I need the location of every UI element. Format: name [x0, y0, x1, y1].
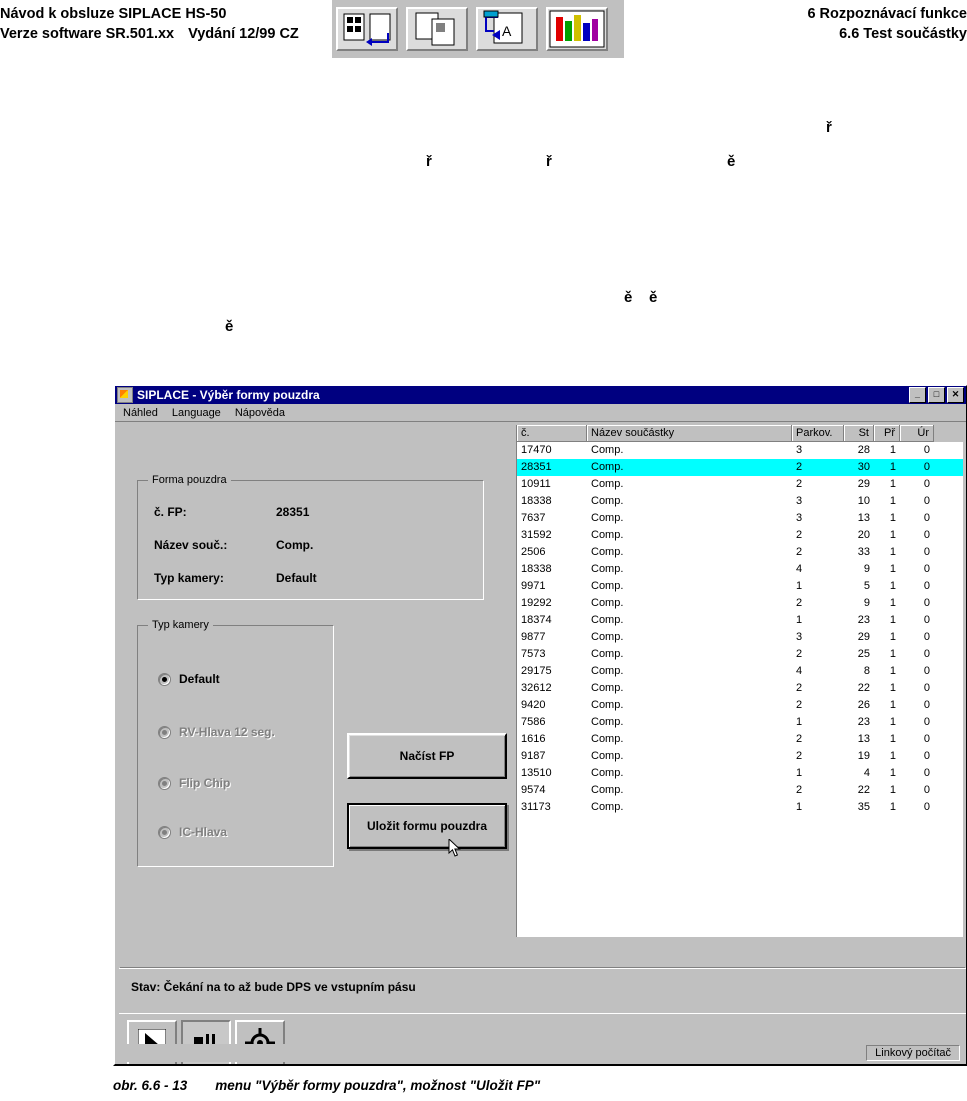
cell-name: Comp.: [591, 512, 624, 524]
cell-pr: 1: [889, 631, 896, 643]
cell-st: 23: [857, 614, 870, 626]
group-kamera-legend: Typ kamery: [148, 619, 213, 631]
cell-pr: 1: [889, 461, 896, 473]
col-header-st[interactable]: St: [844, 425, 874, 442]
figure-caption-text: menu "Výběr formy pouzdra", možnost "Uložit FP": [215, 1078, 541, 1093]
table-row[interactable]: [517, 459, 963, 476]
window-titlebar[interactable]: [115, 386, 966, 404]
radio-label-default: Default: [179, 672, 220, 686]
cell-parking: 4: [796, 563, 803, 575]
load-fp-button[interactable]: Načíst FP: [347, 733, 507, 779]
cell-st: 9: [863, 563, 870, 575]
cell-name: Comp.: [591, 614, 624, 626]
field-value-typ-kamery: Default: [276, 571, 317, 585]
cell-st: 23: [857, 716, 870, 728]
cell-st: 22: [857, 784, 870, 796]
radio-flip-chip[interactable]: [158, 776, 230, 790]
table-row[interactable]: [517, 748, 963, 765]
radio-default[interactable]: [158, 672, 220, 686]
cell-parking: 3: [796, 631, 803, 643]
mouse-cursor-icon: [448, 839, 462, 857]
close-button[interactable]: ✕: [947, 387, 964, 403]
cell-number: 7573: [521, 648, 546, 660]
cell-ur: 0: [923, 563, 930, 575]
cell-name: Comp.: [591, 563, 624, 575]
window-statusbar: [117, 1044, 964, 1062]
cell-pr: 1: [889, 750, 896, 762]
cell-st: 30: [857, 461, 870, 473]
cell-number: 31173: [521, 801, 551, 813]
header-edition: Vydání 12/99 CZ: [188, 26, 299, 42]
cell-ur: 0: [923, 767, 930, 779]
stray-mark: ě: [649, 289, 658, 306]
cell-st: 26: [857, 699, 870, 711]
table-row[interactable]: [517, 765, 963, 782]
cell-ur: 0: [923, 733, 930, 745]
header-right: [807, 4, 967, 44]
cell-name: Comp.: [591, 648, 624, 660]
cell-st: 33: [857, 546, 870, 558]
stray-mark: ř: [546, 153, 552, 170]
cell-number: 9574: [521, 784, 546, 796]
cell-number: 29175: [521, 665, 552, 677]
header-left-line2: [0, 24, 299, 44]
cell-st: 9: [863, 597, 870, 609]
header-right-line2: 6.6 Test součástky: [839, 26, 967, 42]
cell-pr: 1: [889, 767, 896, 779]
cell-parking: 3: [796, 495, 803, 507]
cell-name: Comp.: [591, 495, 624, 507]
cell-ur: 0: [923, 495, 930, 507]
cell-st: 29: [857, 631, 870, 643]
cell-pr: 1: [889, 580, 896, 592]
maximize-button[interactable]: □: [928, 387, 945, 403]
cell-parking: 1: [796, 767, 803, 779]
cell-pr: 1: [889, 801, 896, 813]
cell-ur: 0: [923, 529, 930, 541]
cell-ur: 0: [923, 478, 930, 490]
cell-pr: 1: [889, 699, 896, 711]
table-row[interactable]: [517, 442, 963, 459]
table-row[interactable]: [517, 799, 963, 816]
cell-parking: 2: [796, 750, 803, 762]
cell-ur: 0: [923, 631, 930, 643]
cell-st: 20: [857, 529, 870, 541]
cell-number: 9877: [521, 631, 546, 643]
cell-parking: 2: [796, 733, 803, 745]
col-header-name[interactable]: Název součástky: [587, 425, 792, 442]
cell-number: 2506: [521, 546, 546, 558]
cell-parking: 2: [796, 461, 803, 473]
cell-pr: 1: [889, 478, 896, 490]
field-label-cfp: č. FP:: [154, 505, 187, 519]
cell-number: 17470: [521, 444, 552, 456]
cell-pr: 1: [889, 495, 896, 507]
color-bars-icon[interactable]: [546, 7, 608, 51]
cell-ur: 0: [923, 512, 930, 524]
app-icon: [117, 387, 133, 403]
page-header: [0, 0, 967, 70]
table-row[interactable]: [517, 731, 963, 748]
cell-pr: 1: [889, 716, 896, 728]
cell-name: Comp.: [591, 665, 624, 677]
cell-name: Comp.: [591, 767, 624, 779]
cell-name: Comp.: [591, 733, 624, 745]
cell-ur: 0: [923, 580, 930, 592]
table-row[interactable]: [517, 595, 963, 612]
cell-pr: 1: [889, 563, 896, 575]
cell-parking: 2: [796, 682, 803, 694]
radio-rv-hlava[interactable]: [158, 725, 275, 739]
menu-item-language[interactable]: Language: [171, 406, 221, 419]
cell-pr: 1: [889, 682, 896, 694]
field-value-cfp: 28351: [276, 505, 310, 519]
table-row[interactable]: [517, 714, 963, 731]
cell-number: 9971: [521, 580, 546, 592]
cell-pr: 1: [889, 512, 896, 524]
cell-ur: 0: [923, 716, 930, 728]
cell-st: 4: [863, 767, 870, 779]
radio-indicator-icon: [158, 673, 171, 686]
cell-name: Comp.: [591, 801, 624, 813]
figure-caption: [113, 1078, 540, 1093]
minimize-button[interactable]: _: [909, 387, 926, 403]
svg-text:A: A: [502, 23, 512, 39]
cell-name: Comp.: [591, 716, 624, 728]
cell-ur: 0: [923, 648, 930, 660]
cell-ur: 0: [923, 461, 930, 473]
window-title: SIPLACE - Výběr formy pouzdra: [137, 388, 320, 402]
cell-parking: 3: [796, 512, 803, 524]
cell-parking: 2: [796, 597, 803, 609]
cell-parking: 3: [796, 444, 803, 456]
cell-st: 13: [857, 733, 870, 745]
table-row[interactable]: [517, 782, 963, 799]
cell-parking: 1: [796, 716, 803, 728]
menu-item-napoveda[interactable]: Nápověda: [234, 406, 285, 419]
group-forma-pouzdra: [137, 474, 484, 600]
table-header-row: [517, 425, 963, 442]
cell-ur: 0: [923, 682, 930, 694]
cell-ur: 0: [923, 750, 930, 762]
cell-number: 7586: [521, 716, 546, 728]
cell-name: Comp.: [591, 682, 624, 694]
cell-number: 9187: [521, 750, 546, 762]
cell-st: 13: [857, 512, 870, 524]
cell-pr: 1: [889, 444, 896, 456]
window-controls[interactable]: [909, 387, 964, 403]
menu-bar[interactable]: [115, 404, 966, 422]
group-forma-legend: Forma pouzdra: [148, 474, 231, 486]
cell-name: Comp.: [591, 784, 624, 796]
radio-label-ic-hlava: IC-Hlava: [179, 825, 228, 839]
copy-panel-icon[interactable]: [406, 7, 468, 51]
cell-ur: 0: [923, 444, 930, 456]
cell-parking: 2: [796, 648, 803, 660]
cell-ur: 0: [923, 665, 930, 677]
stray-mark: ě: [727, 153, 736, 170]
cell-ur: 0: [923, 699, 930, 711]
cell-number: 18338: [521, 495, 552, 507]
table-row[interactable]: [517, 646, 963, 663]
cell-parking: 2: [796, 699, 803, 711]
field-value-nazev: Comp.: [276, 538, 314, 552]
col-header-c[interactable]: č.: [517, 425, 587, 442]
board-layout-icon[interactable]: [336, 7, 398, 51]
cell-number: 28351: [521, 461, 552, 473]
radio-label-rv-hlava: RV-Hlava 12 seg.: [179, 725, 275, 739]
cell-ur: 0: [923, 801, 930, 813]
menu-item-nahled[interactable]: Náhled: [123, 406, 158, 419]
statusbar-linkovy-pocitac: Linkový počítač: [866, 1045, 960, 1061]
cell-pr: 1: [889, 597, 896, 609]
cell-parking: 2: [796, 546, 803, 558]
table-row[interactable]: [517, 544, 963, 561]
cell-number: 1616: [521, 733, 546, 745]
cell-parking: 2: [796, 784, 803, 796]
table-row[interactable]: [517, 476, 963, 493]
col-header-park[interactable]: Parkov.: [792, 425, 844, 442]
table-body: [517, 442, 963, 816]
table-row[interactable]: [517, 527, 963, 544]
cell-pr: 1: [889, 665, 896, 677]
cell-number: 32612: [521, 682, 552, 694]
cell-st: 29: [857, 478, 870, 490]
field-label-typ-kamery: Typ kamery:: [154, 571, 224, 585]
table-row[interactable]: [517, 510, 963, 527]
radio-indicator-icon: [158, 726, 171, 739]
cell-st: 5: [863, 580, 870, 592]
cell-pr: 1: [889, 733, 896, 745]
cell-number: 13510: [521, 767, 552, 779]
header-software-version: Verze software SR.501.xx: [0, 26, 175, 42]
figure-number: obr. 6.6 - 13: [113, 1078, 188, 1093]
table-row[interactable]: [517, 578, 963, 595]
cell-number: 18338: [521, 563, 552, 575]
stray-mark: ř: [826, 119, 832, 136]
cell-name: Comp.: [591, 631, 624, 643]
cell-pr: 1: [889, 546, 896, 558]
cell-st: 28: [857, 444, 870, 456]
cell-parking: 1: [796, 801, 803, 813]
cell-parking: 2: [796, 529, 803, 541]
stray-mark: ř: [426, 153, 432, 170]
cell-name: Comp.: [591, 444, 624, 456]
cell-pr: 1: [889, 529, 896, 541]
left-pane: [119, 425, 514, 937]
stray-mark: ě: [225, 318, 234, 335]
table-row[interactable]: [517, 493, 963, 510]
radio-ic-hlava[interactable]: [158, 825, 227, 839]
radio-indicator-icon: [158, 826, 171, 839]
cell-ur: 0: [923, 784, 930, 796]
cell-pr: 1: [889, 784, 896, 796]
cell-name: Comp.: [591, 699, 624, 711]
table-row[interactable]: [517, 612, 963, 629]
radio-label-flip-chip: Flip Chip: [179, 776, 231, 790]
siplace-window: [113, 384, 967, 1066]
cell-number: 19292: [521, 597, 552, 609]
table-row[interactable]: [517, 680, 963, 697]
cell-name: Comp.: [591, 478, 624, 490]
cell-number: 9420: [521, 699, 546, 711]
load-data-icon[interactable]: [476, 7, 538, 51]
header-left: [0, 4, 299, 44]
table-row[interactable]: [517, 629, 963, 646]
component-table[interactable]: [516, 425, 963, 937]
cell-number: 7637: [521, 512, 546, 524]
cell-st: 25: [857, 648, 870, 660]
cell-name: Comp.: [591, 546, 624, 558]
group-typ-kamery: [137, 619, 334, 867]
table-row[interactable]: [517, 697, 963, 714]
window-client-area: [117, 423, 964, 1023]
col-header-pr[interactable]: Př: [874, 425, 900, 442]
cell-name: Comp.: [591, 597, 624, 609]
save-package-form-button[interactable]: Uložit formu pouzdra: [347, 803, 507, 849]
header-right-line1: 6 Rozpoznávací funkce: [807, 6, 967, 22]
field-label-nazev: Název souč.:: [154, 538, 228, 552]
header-left-line1: Návod k obsluze SIPLACE HS-50: [0, 6, 227, 22]
cell-pr: 1: [889, 648, 896, 660]
cell-ur: 0: [923, 546, 930, 558]
stray-mark: ě: [624, 289, 633, 306]
cell-number: 18374: [521, 614, 552, 626]
cell-parking: 1: [796, 580, 803, 592]
cell-number: 31592: [521, 529, 552, 541]
cell-pr: 1: [889, 614, 896, 626]
cell-name: Comp.: [591, 529, 624, 541]
cell-parking: 4: [796, 665, 803, 677]
cell-st: 35: [857, 801, 870, 813]
status-text: Stav: Čekání na to až bude DPS ve vstupním pásu: [119, 968, 966, 1004]
cell-st: 8: [863, 665, 870, 677]
header-icon-strip: [332, 0, 624, 58]
table-row[interactable]: [517, 663, 963, 680]
cell-ur: 0: [923, 614, 930, 626]
col-header-ur[interactable]: Úr: [900, 425, 934, 442]
cell-parking: 2: [796, 478, 803, 490]
cell-st: 19: [857, 750, 870, 762]
cell-ur: 0: [923, 597, 930, 609]
cell-name: Comp.: [591, 461, 624, 473]
cell-number: 10911: [521, 478, 551, 490]
cell-parking: 1: [796, 614, 803, 626]
cell-name: Comp.: [591, 750, 624, 762]
cell-name: Comp.: [591, 580, 624, 592]
radio-indicator-icon: [158, 777, 171, 790]
cell-st: 22: [857, 682, 870, 694]
cell-st: 10: [857, 495, 870, 507]
table-row[interactable]: [517, 561, 963, 578]
